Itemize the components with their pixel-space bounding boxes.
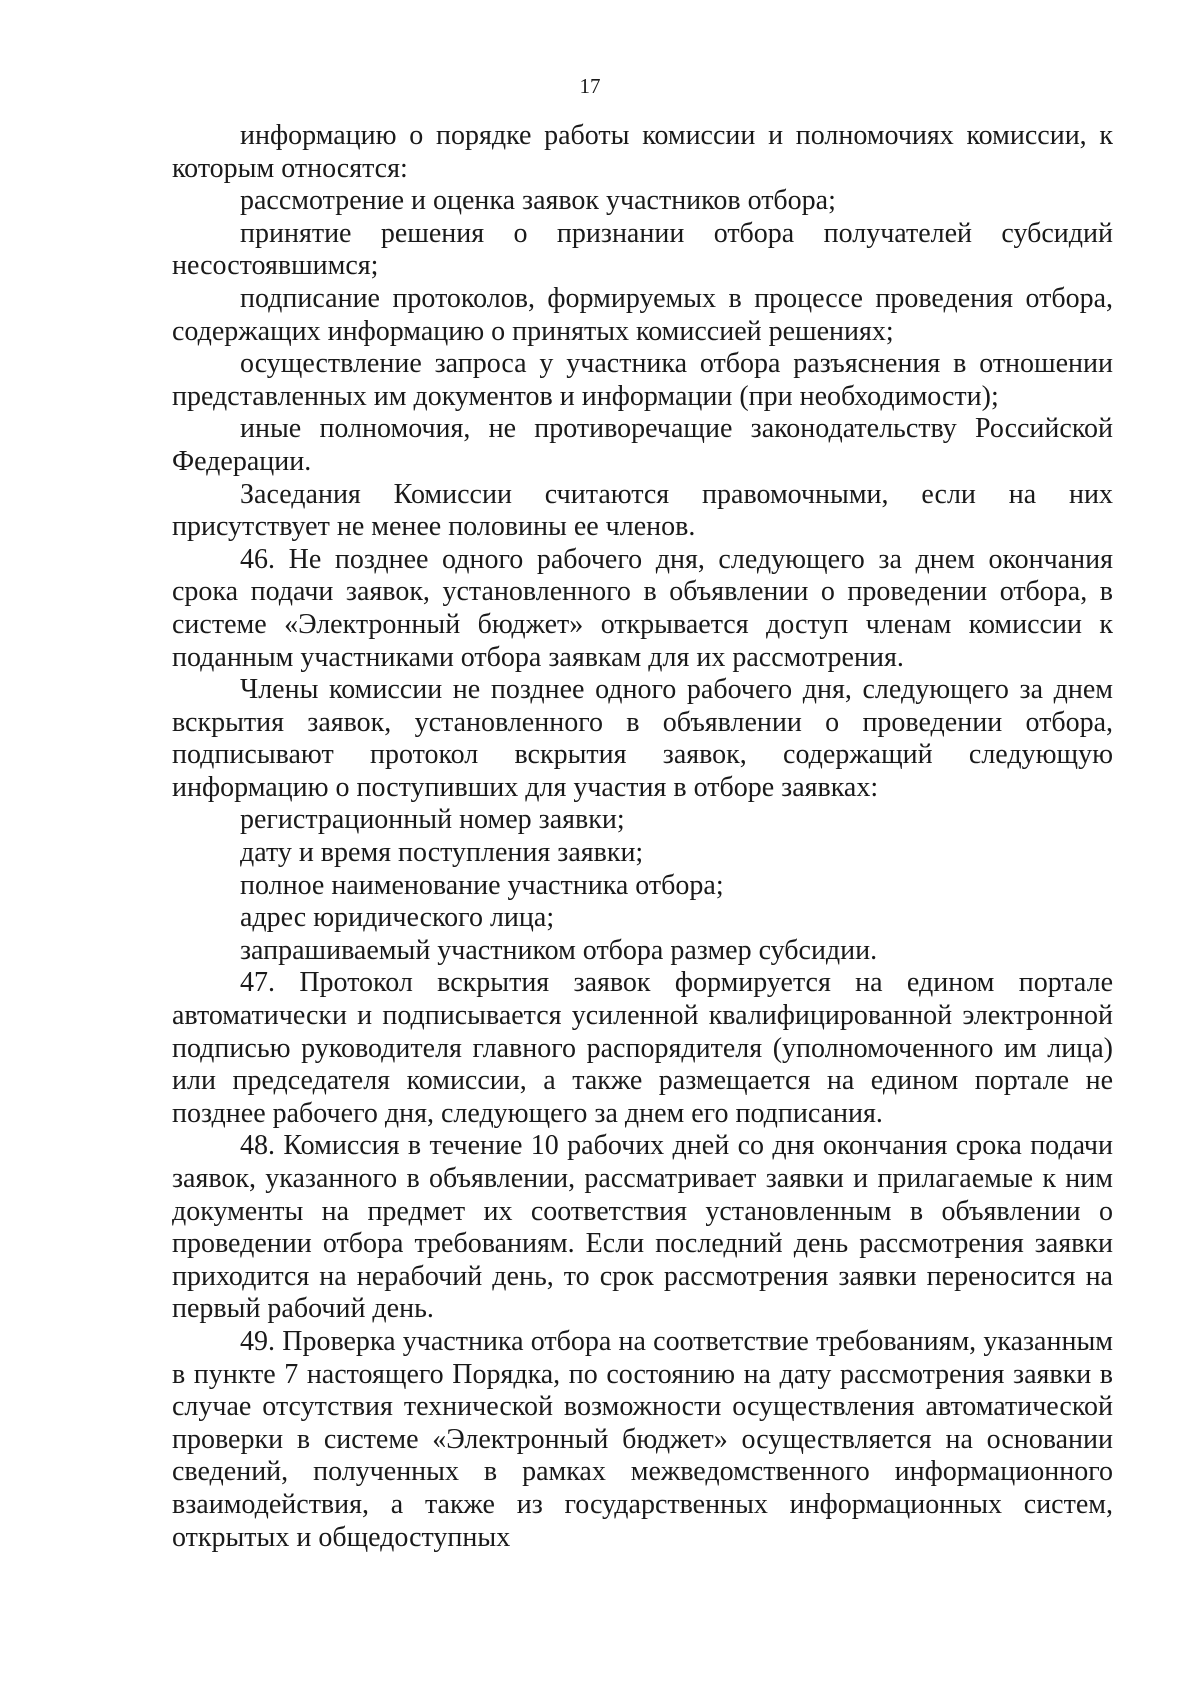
paragraph-list-item: подписание протоколов, формируемых в процессе проведения отбора, содержащих информацию о принятых комиссией решениях; (172, 282, 1113, 347)
paragraph-clause-48: 48. Комиссия в течение 10 рабочих дней со дня окончания срока подачи заявок, указанного в объявлении, рассматривает заявки и прилагаемые к ним документы на предмет их соответствия установленным в объявлении о проведении отбора требованиям. Если последний день рассмотрения заявки приходится на нерабочий день, то срок рассмотрения заявки переносится на первый рабочий день. (172, 1130, 1113, 1325)
paragraph-list-item: дату и время поступления заявки; (240, 837, 644, 869)
paragraph: Заседания Комиссии считаются правомочными, если на них присутствует не менее половины ее членов. (172, 478, 1113, 543)
paragraph-list-item: регистрационный номер заявки; (240, 804, 625, 836)
paragraph: Члены комиссии не позднее одного рабочего дня, следующего за днем вскрытия заявок, установленного в объявлении о проведении отбора, подписывают протокол вскрытия заявок, содержащий следующую информацию о поступивших для участия в отборе заявках: (172, 674, 1113, 803)
paragraph-clause-47: 47. Протокол вскрытия заявок формируется на едином портале автоматически и подписывается усиленной квалифицированной электронной подписью руководителя главного распорядителя (уполномоченного им лица) или председателя комиссии, а также размещается на едином портале не позднее рабочего дня, следующего за днем его подписания. (172, 967, 1113, 1129)
paragraph-list-item: полное наименование участника отбора; (240, 869, 724, 901)
paragraph-list-item: рассмотрение и оценка заявок участников отбора; (240, 185, 836, 217)
paragraph-intro: информацию о порядке работы комиссии и полномочиях комиссии, к которым относятся: (172, 120, 1113, 184)
paragraph-list-item: принятие решения о признании отбора получателей субсидий несостоявшимся; (172, 217, 1113, 282)
paragraph-list-item: адрес юридического лица; (240, 902, 555, 934)
document-body (172, 120, 1113, 1554)
paragraph-list-item: иные полномочия, не противоречащие законодательству Российской Федерации. (172, 413, 1113, 477)
paragraph-list-item: осуществление запроса у участника отбора разъяснения в отношении представленных им документов и информации (при необходимости); (172, 348, 1113, 412)
page-number: 17 (579, 74, 601, 98)
paragraph-list-item: запрашиваемый участником отбора размер субсидии. (240, 934, 878, 966)
paragraph-clause-46: 46. Не позднее одного рабочего дня, следующего за днем окончания срока подачи заявок, установленного в объявлении о проведении отбора, в системе «Электронный бюджет» открывается доступ членам комиссии к поданным участниками отбора заявкам для их рассмотрения. (172, 543, 1113, 673)
paragraph-clause-49: 49. Проверка участника отбора на соответствие требованиям, указанным в пункте 7 настоящего Порядка, по состоянию на дату рассмотрения заявки в случае отсутствия технической возможности осуществления автоматической проверки в системе «Электронный бюджет» осуществляется на основании сведений, полученных в рамках межведомственного информационного взаимодействия, а также из государственных информационных систем, открытых и общедоступных (172, 1325, 1113, 1553)
